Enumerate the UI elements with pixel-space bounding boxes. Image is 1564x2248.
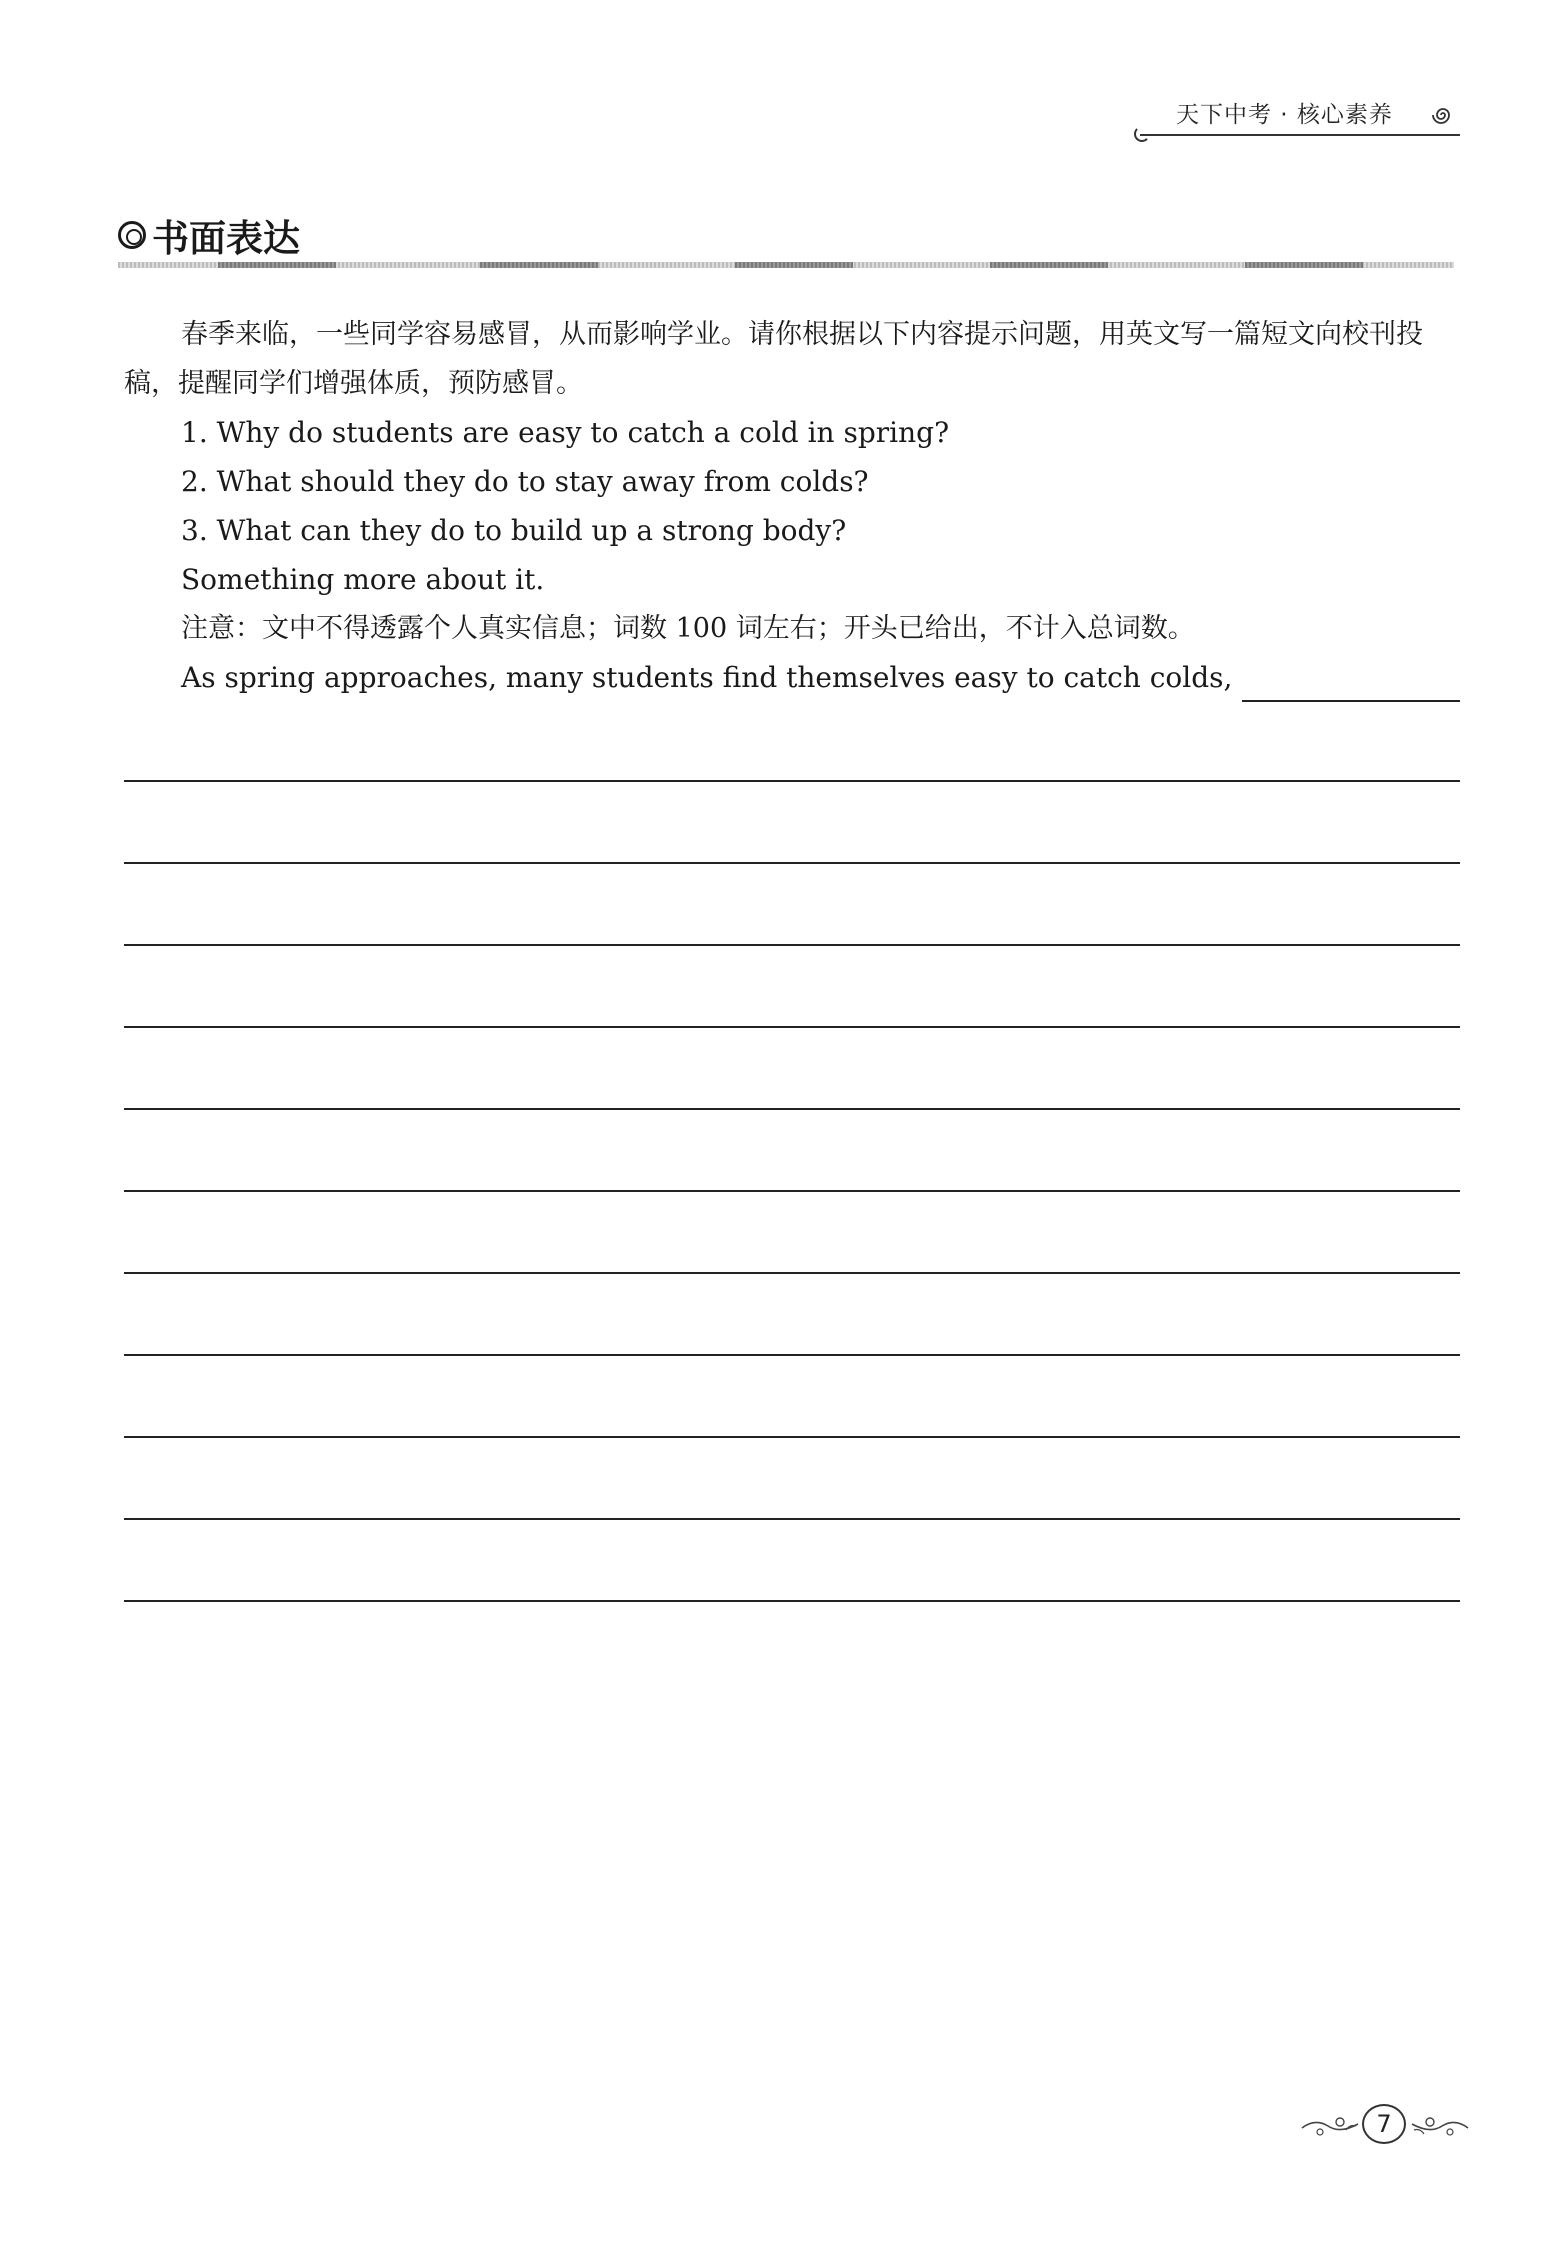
section-title-text: 书面表达: [152, 217, 300, 260]
prompt-question: 2. What should they do to stay away from colds?: [181, 465, 869, 498]
answer-line[interactable]: [124, 1108, 1460, 1110]
answer-start-row: [124, 653, 1460, 702]
double-circle-icon: [118, 221, 146, 249]
answer-line[interactable]: [124, 944, 1460, 946]
answer-start-text: As spring approaches, many students find themselves easy to catch colds,: [181, 661, 1233, 694]
prompt-note: 注意：文中不得透露个人真实信息；词数 100 词左右；开头已给出，不计入总词数。: [181, 613, 1195, 644]
page-number: 7: [1362, 2104, 1406, 2144]
swirl-icon: [1430, 102, 1456, 128]
section-rule-segment: [480, 262, 598, 268]
writing-prompt: [124, 310, 1460, 702]
prompt-question: 1. Why do students are easy to catch a cold in spring?: [181, 416, 950, 449]
prompt-question: Something more about it.: [181, 563, 545, 596]
page-footer: [1300, 2100, 1470, 2154]
header-title: 天下中考 · 核心素养: [1176, 102, 1393, 128]
answer-line[interactable]: [124, 1272, 1460, 1274]
answer-line[interactable]: [124, 780, 1460, 782]
answer-line[interactable]: [124, 1600, 1460, 1602]
prompt-intro: 春季来临，一些同学容易感冒，从而影响学业。请你根据以下内容提示问题，用英文写一篇短文向校刊投稿，提醒同学们增强体质，预防感冒。: [124, 319, 1423, 399]
section-title: [118, 208, 300, 262]
floral-ornament-icon: [1300, 2110, 1360, 2140]
section-rule-segment: [735, 262, 853, 268]
answer-line[interactable]: [124, 1354, 1460, 1356]
answer-line[interactable]: [124, 1026, 1460, 1028]
section-rule-segment: [218, 262, 336, 268]
answer-line[interactable]: [124, 1518, 1460, 1520]
prompt-question: 3. What can they do to build up a strong body?: [181, 514, 847, 547]
header-rule: [1140, 134, 1460, 136]
answer-line[interactable]: [124, 862, 1460, 864]
section-rule-segment: [990, 262, 1108, 268]
floral-ornament-icon: [1410, 2110, 1470, 2140]
header-curl-ornament: [1134, 126, 1150, 142]
section-rule-segment: [1245, 262, 1363, 268]
answer-blank-inline[interactable]: [1242, 662, 1460, 702]
running-header: [1140, 88, 1460, 148]
answer-line[interactable]: [124, 1190, 1460, 1192]
answer-line[interactable]: [124, 1436, 1460, 1438]
